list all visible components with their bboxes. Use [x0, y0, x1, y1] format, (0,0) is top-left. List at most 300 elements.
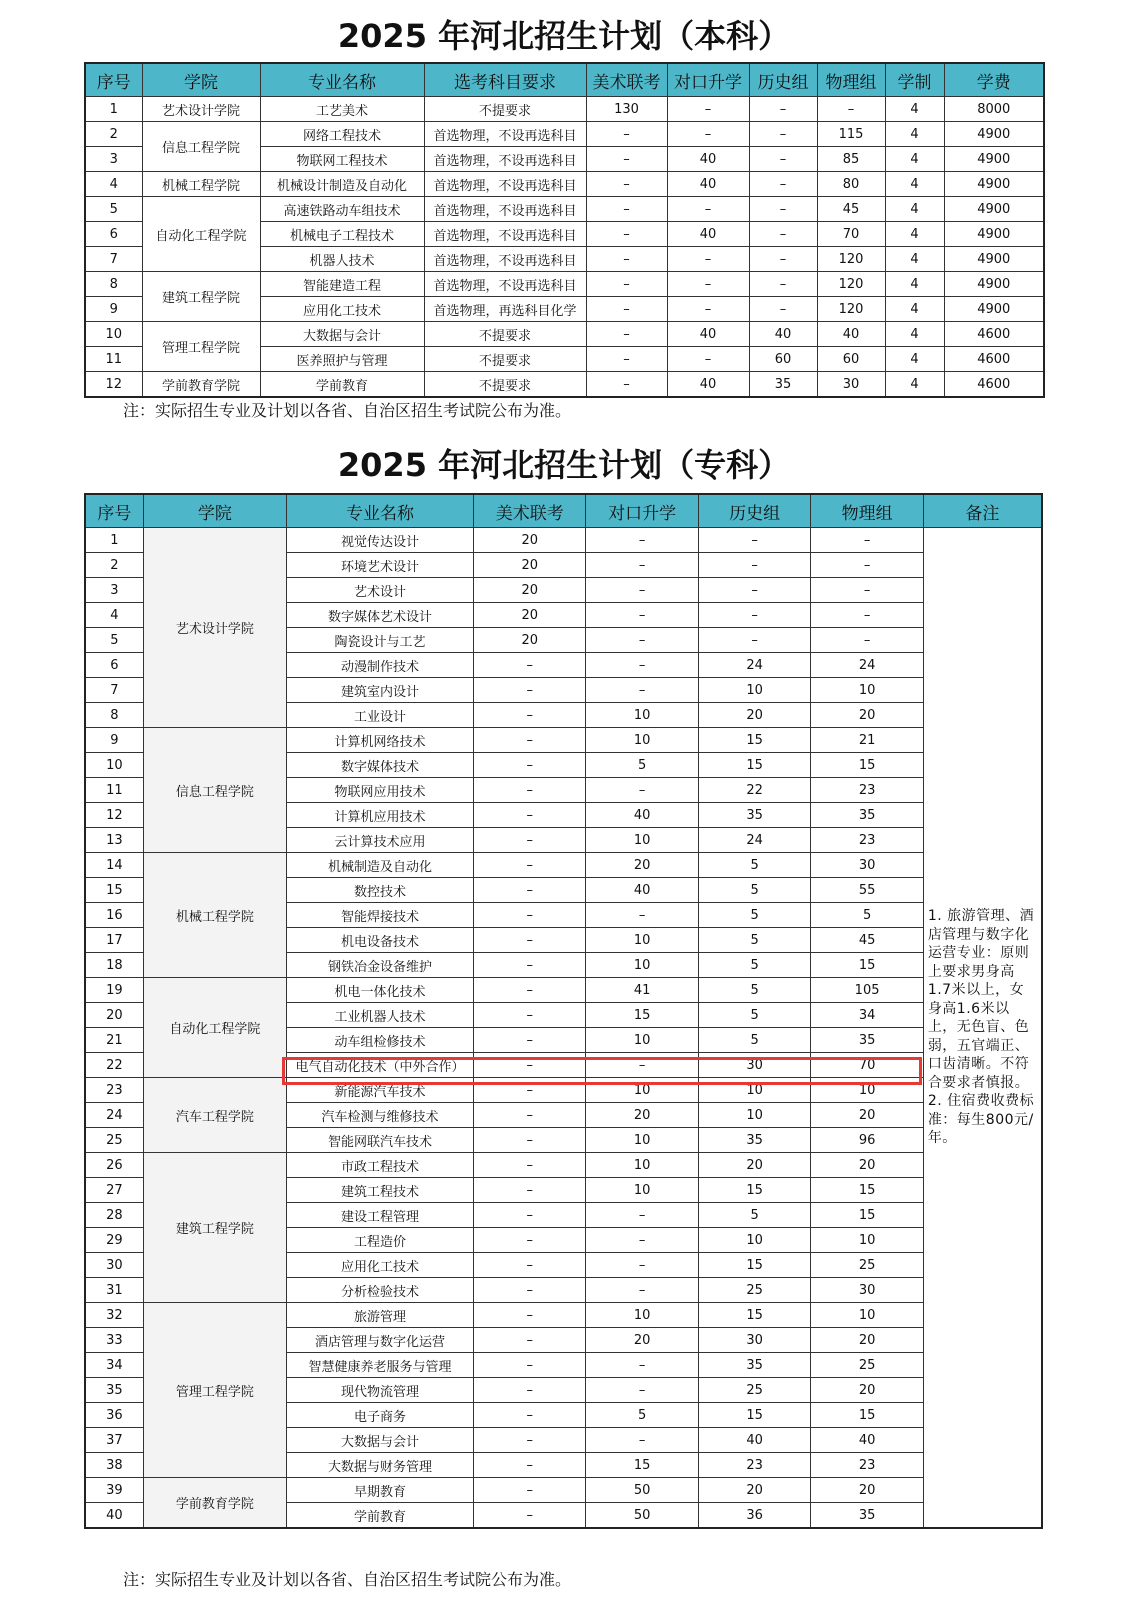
hist-cell: 25 — [698, 1378, 810, 1403]
major-cell: 建筑室内设计 — [286, 678, 473, 703]
fee-cell: 4900 — [944, 222, 1044, 247]
row-number: 26 — [85, 1153, 143, 1178]
major-cell: 数控技术 — [286, 878, 473, 903]
fee-cell: 4900 — [944, 197, 1044, 222]
major-cell: 物联网应用技术 — [286, 778, 473, 803]
college-cell: 学前教育学院 — [143, 1478, 286, 1529]
hist-cell: 15 — [698, 1403, 810, 1428]
phys-cell: 20 — [811, 1378, 923, 1403]
major-cell: 智能建造工程 — [260, 272, 424, 297]
dk-cell: 5 — [586, 1403, 698, 1428]
hist-cell: – — [698, 553, 810, 578]
art-cell: – — [474, 928, 586, 953]
major-cell: 大数据与会计 — [286, 1428, 473, 1453]
art-cell: 20 — [474, 603, 586, 628]
art-cell: – — [474, 1078, 586, 1103]
phys-cell: 23 — [811, 1453, 923, 1478]
dk-cell: – — [667, 197, 749, 222]
phys-cell: 35 — [811, 1028, 923, 1053]
row-number: 31 — [85, 1278, 143, 1303]
phys-cell: 25 — [811, 1253, 923, 1278]
associate-header-cell: 美术联考 — [474, 494, 586, 528]
associate-header-cell: 物理组 — [811, 494, 923, 528]
hist-cell: 22 — [698, 778, 810, 803]
college-cell: 管理工程学院 — [142, 322, 260, 372]
fee-cell: 4900 — [944, 172, 1044, 197]
phys-cell: 20 — [811, 1103, 923, 1128]
phys-cell: 96 — [811, 1128, 923, 1153]
years-cell: 4 — [885, 322, 944, 347]
college-cell: 信息工程学院 — [142, 122, 260, 172]
row-number: 27 — [85, 1178, 143, 1203]
bachelor-header-cell: 历史组 — [749, 63, 817, 97]
dk-cell: – — [586, 1278, 698, 1303]
row-number: 23 — [85, 1078, 143, 1103]
phys-cell: 20 — [811, 1478, 923, 1503]
major-cell: 智能网联汽车技术 — [286, 1128, 473, 1153]
major-cell: 机器人技术 — [260, 247, 424, 272]
art-cell: – — [474, 1278, 586, 1303]
art-cell: – — [474, 1028, 586, 1053]
phys-cell: 85 — [817, 147, 885, 172]
art-cell: – — [474, 1253, 586, 1278]
associate-header-row — [85, 494, 1042, 528]
row-number: 10 — [85, 322, 142, 347]
phys-cell: – — [817, 97, 885, 122]
phys-cell: – — [811, 603, 923, 628]
associate-header-cell: 对口升学 — [586, 494, 698, 528]
phys-cell: 5 — [811, 903, 923, 928]
dk-cell: – — [667, 97, 749, 122]
major-cell: 学前教育 — [286, 1503, 473, 1529]
art-cell: – — [474, 978, 586, 1003]
hist-cell: – — [749, 122, 817, 147]
art-cell: – — [586, 147, 667, 172]
phys-cell: – — [811, 553, 923, 578]
dk-cell: – — [586, 1203, 698, 1228]
table-row — [85, 122, 1044, 147]
table-row — [85, 1478, 1042, 1503]
years-cell: 4 — [885, 147, 944, 172]
row-number: 15 — [85, 878, 143, 903]
dk-cell: – — [586, 903, 698, 928]
major-cell: 大数据与财务管理 — [286, 1453, 473, 1478]
row-number: 3 — [85, 578, 143, 603]
phys-cell: 23 — [811, 778, 923, 803]
dk-cell: – — [586, 1053, 698, 1078]
hist-cell: 5 — [698, 928, 810, 953]
years-cell: 4 — [885, 222, 944, 247]
dk-cell: 10 — [586, 1153, 698, 1178]
row-number: 16 — [85, 903, 143, 928]
phys-cell: 10 — [811, 1228, 923, 1253]
hist-cell: – — [749, 197, 817, 222]
dk-cell: – — [667, 122, 749, 147]
row-number: 11 — [85, 778, 143, 803]
dk-cell: – — [667, 272, 749, 297]
art-cell: – — [474, 1503, 586, 1529]
major-cell: 酒店管理与数字化运营 — [286, 1328, 473, 1353]
phys-cell: 120 — [817, 247, 885, 272]
art-cell: – — [474, 1378, 586, 1403]
bachelor-header-cell: 美术联考 — [586, 63, 667, 97]
major-cell: 机电设备技术 — [286, 928, 473, 953]
major-cell: 应用化工技术 — [260, 297, 424, 322]
years-cell: 4 — [885, 272, 944, 297]
associate-header-cell: 专业名称 — [286, 494, 473, 528]
phys-cell: 20 — [811, 1153, 923, 1178]
art-cell: – — [474, 778, 586, 803]
row-number: 7 — [85, 678, 143, 703]
major-cell: 陶瓷设计与工艺 — [286, 628, 473, 653]
table-row — [85, 197, 1044, 222]
dk-cell: – — [586, 678, 698, 703]
hist-cell: 35 — [698, 803, 810, 828]
row-number: 21 — [85, 1028, 143, 1053]
dk-cell: 10 — [586, 703, 698, 728]
art-cell: – — [586, 197, 667, 222]
fee-cell: 4900 — [944, 272, 1044, 297]
dk-cell: 40 — [586, 878, 698, 903]
req-cell: 首选物理，不设再选科目 — [424, 222, 586, 247]
row-number: 4 — [85, 603, 143, 628]
req-cell: 首选物理，不设再选科目 — [424, 272, 586, 297]
major-cell: 电气自动化技术（中外合作） — [286, 1053, 473, 1078]
phys-cell: 30 — [817, 372, 885, 398]
hist-cell: 25 — [698, 1278, 810, 1303]
dk-cell: – — [667, 347, 749, 372]
row-number: 8 — [85, 272, 142, 297]
art-cell: – — [474, 728, 586, 753]
dk-cell: 15 — [586, 1003, 698, 1028]
row-number: 29 — [85, 1228, 143, 1253]
row-number: 34 — [85, 1353, 143, 1378]
hist-cell: 30 — [698, 1053, 810, 1078]
art-cell: – — [474, 1103, 586, 1128]
fee-cell: 4600 — [944, 347, 1044, 372]
phys-cell: 15 — [811, 1203, 923, 1228]
hist-cell: – — [698, 603, 810, 628]
art-cell: – — [474, 753, 586, 778]
art-cell: – — [474, 1353, 586, 1378]
dk-cell: 15 — [586, 1453, 698, 1478]
row-number: 14 — [85, 853, 143, 878]
hist-cell: 10 — [698, 1078, 810, 1103]
major-cell: 机电一体化技术 — [286, 978, 473, 1003]
major-cell: 医养照护与管理 — [260, 347, 424, 372]
phys-cell: 15 — [811, 753, 923, 778]
dk-cell: – — [586, 1228, 698, 1253]
hist-cell: – — [749, 147, 817, 172]
art-cell: – — [474, 1178, 586, 1203]
hist-cell: 5 — [698, 1203, 810, 1228]
art-cell: – — [586, 347, 667, 372]
phys-cell: 80 — [817, 172, 885, 197]
art-cell: – — [474, 853, 586, 878]
associate-note: 注：实际招生专业及计划以各省、自治区招生考试院公布为准。 — [123, 1570, 572, 1589]
bachelor-header-cell: 学费 — [944, 63, 1044, 97]
college-cell: 机械工程学院 — [142, 172, 260, 197]
row-number: 38 — [85, 1453, 143, 1478]
major-cell: 现代物流管理 — [286, 1378, 473, 1403]
art-cell: – — [474, 1128, 586, 1153]
phys-cell: 21 — [811, 728, 923, 753]
row-number: 1 — [85, 528, 143, 553]
phys-cell: 25 — [811, 1353, 923, 1378]
art-cell: – — [474, 703, 586, 728]
req-cell: 不提要求 — [424, 97, 586, 122]
hist-cell: 20 — [698, 1478, 810, 1503]
art-cell: – — [474, 953, 586, 978]
major-cell: 计算机网络技术 — [286, 728, 473, 753]
major-cell: 电子商务 — [286, 1403, 473, 1428]
major-cell: 环境艺术设计 — [286, 553, 473, 578]
row-number: 6 — [85, 653, 143, 678]
college-cell: 机械工程学院 — [143, 853, 286, 978]
bachelor-header-cell: 对口升学 — [667, 63, 749, 97]
row-number: 9 — [85, 728, 143, 753]
row-number: 5 — [85, 628, 143, 653]
dk-cell: 50 — [586, 1503, 698, 1529]
art-cell: – — [586, 297, 667, 322]
phys-cell: 30 — [811, 1278, 923, 1303]
fee-cell: 4900 — [944, 122, 1044, 147]
art-cell: – — [474, 678, 586, 703]
row-number: 30 — [85, 1253, 143, 1278]
bachelor-note: 注：实际招生专业及计划以各省、自治区招生考试院公布为准。 — [123, 401, 572, 420]
hist-cell: 15 — [698, 1253, 810, 1278]
bachelor-header-cell: 物理组 — [817, 63, 885, 97]
college-cell: 自动化工程学院 — [143, 978, 286, 1078]
req-cell: 首选物理，不设再选科目 — [424, 147, 586, 172]
req-cell: 不提要求 — [424, 347, 586, 372]
years-cell: 4 — [885, 122, 944, 147]
art-cell: – — [474, 1328, 586, 1353]
college-cell: 艺术设计学院 — [143, 528, 286, 728]
major-cell: 机械设计制造及自动化 — [260, 172, 424, 197]
bachelor-header-cell: 专业名称 — [260, 63, 424, 97]
row-number: 36 — [85, 1403, 143, 1428]
hist-cell: 15 — [698, 753, 810, 778]
row-number: 12 — [85, 803, 143, 828]
dk-cell: 10 — [586, 1178, 698, 1203]
bachelor-header-row — [85, 63, 1044, 97]
dk-cell: 10 — [586, 1028, 698, 1053]
req-cell: 首选物理，不设再选科目 — [424, 247, 586, 272]
years-cell: 4 — [885, 197, 944, 222]
major-cell: 工艺美术 — [260, 97, 424, 122]
major-cell: 工程造价 — [286, 1228, 473, 1253]
dk-cell: 10 — [586, 728, 698, 753]
fee-cell: 4900 — [944, 147, 1044, 172]
college-cell: 自动化工程学院 — [142, 197, 260, 272]
hist-cell: 5 — [698, 978, 810, 1003]
dk-cell: – — [667, 247, 749, 272]
bachelor-header-cell: 选考科目要求 — [424, 63, 586, 97]
major-cell: 建设工程管理 — [286, 1203, 473, 1228]
hist-cell: 24 — [698, 828, 810, 853]
phys-cell: 34 — [811, 1003, 923, 1028]
row-number: 25 — [85, 1128, 143, 1153]
dk-cell: – — [667, 297, 749, 322]
major-cell: 智能焊接技术 — [286, 903, 473, 928]
row-number: 22 — [85, 1053, 143, 1078]
hist-cell: 35 — [698, 1353, 810, 1378]
phys-cell: 35 — [811, 803, 923, 828]
hist-cell: 5 — [698, 878, 810, 903]
major-cell: 机械制造及自动化 — [286, 853, 473, 878]
phys-cell: 35 — [811, 1503, 923, 1529]
hist-cell: 15 — [698, 728, 810, 753]
associate-title: 2025 年河北招生计划（专科） — [337, 446, 791, 484]
dk-cell: 20 — [586, 1328, 698, 1353]
art-cell: 130 — [586, 97, 667, 122]
art-cell: 20 — [474, 553, 586, 578]
major-cell: 工业机器人技术 — [286, 1003, 473, 1028]
phys-cell: – — [811, 628, 923, 653]
art-cell: – — [474, 1303, 586, 1328]
row-number: 13 — [85, 828, 143, 853]
row-number: 11 — [85, 347, 142, 372]
row-number: 2 — [85, 122, 142, 147]
associate-header-cell: 学院 — [143, 494, 286, 528]
dk-cell: 40 — [667, 222, 749, 247]
row-number: 35 — [85, 1378, 143, 1403]
fee-cell: 4600 — [944, 322, 1044, 347]
hist-cell: 20 — [698, 703, 810, 728]
row-number: 8 — [85, 703, 143, 728]
dk-cell: – — [586, 578, 698, 603]
dk-cell: 20 — [586, 853, 698, 878]
dk-cell: 10 — [586, 953, 698, 978]
hist-cell: – — [698, 578, 810, 603]
years-cell: 4 — [885, 347, 944, 372]
college-cell: 汽车工程学院 — [143, 1078, 286, 1153]
req-cell: 不提要求 — [424, 372, 586, 398]
row-number: 17 — [85, 928, 143, 953]
dk-cell: 41 — [586, 978, 698, 1003]
major-cell: 艺术设计 — [286, 578, 473, 603]
row-number: 3 — [85, 147, 142, 172]
hist-cell: 5 — [698, 1028, 810, 1053]
hist-cell: 5 — [698, 1003, 810, 1028]
major-cell: 旅游管理 — [286, 1303, 473, 1328]
college-cell: 建筑工程学院 — [142, 272, 260, 322]
bachelor-title: 2025 年河北招生计划（本科） — [337, 17, 791, 55]
phys-cell: 40 — [811, 1428, 923, 1453]
years-cell: 4 — [885, 372, 944, 398]
fee-cell: 4900 — [944, 247, 1044, 272]
hist-cell: 36 — [698, 1503, 810, 1529]
req-cell: 首选物理，再选科目化学 — [424, 297, 586, 322]
phys-cell: 45 — [811, 928, 923, 953]
dk-cell: – — [586, 1378, 698, 1403]
bachelor-table — [84, 62, 1045, 398]
major-cell: 视觉传达设计 — [286, 528, 473, 553]
row-number: 4 — [85, 172, 142, 197]
dk-cell: 10 — [586, 928, 698, 953]
table-row — [85, 322, 1044, 347]
major-cell: 网络工程技术 — [260, 122, 424, 147]
hist-cell: – — [749, 272, 817, 297]
hist-cell: – — [749, 222, 817, 247]
college-cell: 建筑工程学院 — [143, 1153, 286, 1303]
major-cell: 汽车检测与维修技术 — [286, 1103, 473, 1128]
hist-cell: – — [749, 172, 817, 197]
row-number: 33 — [85, 1328, 143, 1353]
row-number: 28 — [85, 1203, 143, 1228]
dk-cell: 5 — [586, 753, 698, 778]
phys-cell: 15 — [811, 1403, 923, 1428]
art-cell: – — [586, 322, 667, 347]
art-cell: – — [586, 172, 667, 197]
row-number: 2 — [85, 553, 143, 578]
bachelor-header-cell: 学制 — [885, 63, 944, 97]
hist-cell: – — [698, 528, 810, 553]
art-cell: – — [474, 1153, 586, 1178]
years-cell: 4 — [885, 172, 944, 197]
associate-header-cell: 备注 — [923, 494, 1042, 528]
major-cell: 大数据与会计 — [260, 322, 424, 347]
row-number: 9 — [85, 297, 142, 322]
art-cell: – — [474, 653, 586, 678]
fee-cell: 8000 — [944, 97, 1044, 122]
req-cell: 不提要求 — [424, 322, 586, 347]
hist-cell: 15 — [698, 1178, 810, 1203]
art-cell: – — [474, 1453, 586, 1478]
art-cell: – — [474, 1403, 586, 1428]
art-cell: 20 — [474, 528, 586, 553]
phys-cell: 24 — [811, 653, 923, 678]
art-cell: – — [474, 803, 586, 828]
dk-cell: – — [586, 1353, 698, 1378]
dk-cell: 10 — [586, 1128, 698, 1153]
phys-cell: 70 — [811, 1053, 923, 1078]
hist-cell: – — [698, 628, 810, 653]
dk-cell: 50 — [586, 1478, 698, 1503]
dk-cell: – — [586, 653, 698, 678]
row-number: 18 — [85, 953, 143, 978]
art-cell: – — [474, 1203, 586, 1228]
hist-cell: 35 — [749, 372, 817, 398]
dk-cell: 20 — [586, 1103, 698, 1128]
hist-cell: 20 — [698, 1153, 810, 1178]
major-cell: 应用化工技术 — [286, 1253, 473, 1278]
major-cell: 早期教育 — [286, 1478, 473, 1503]
phys-cell: 55 — [811, 878, 923, 903]
row-number: 40 — [85, 1503, 143, 1529]
bachelor-header-cell: 序号 — [85, 63, 142, 97]
dk-cell: 40 — [667, 372, 749, 398]
dk-cell: – — [586, 528, 698, 553]
req-cell: 首选物理，不设再选科目 — [424, 172, 586, 197]
table-row — [85, 978, 1042, 1003]
highlight-box — [282, 1057, 922, 1085]
major-cell: 工业设计 — [286, 703, 473, 728]
dk-cell: – — [586, 778, 698, 803]
row-number: 37 — [85, 1428, 143, 1453]
hist-cell: – — [749, 297, 817, 322]
hist-cell: 5 — [698, 953, 810, 978]
major-cell: 物联网工程技术 — [260, 147, 424, 172]
phys-cell: 70 — [817, 222, 885, 247]
dk-cell: 40 — [667, 147, 749, 172]
phys-cell: 115 — [817, 122, 885, 147]
dk-cell: – — [586, 553, 698, 578]
phys-cell: 20 — [811, 703, 923, 728]
row-number: 20 — [85, 1003, 143, 1028]
art-cell: – — [474, 1478, 586, 1503]
